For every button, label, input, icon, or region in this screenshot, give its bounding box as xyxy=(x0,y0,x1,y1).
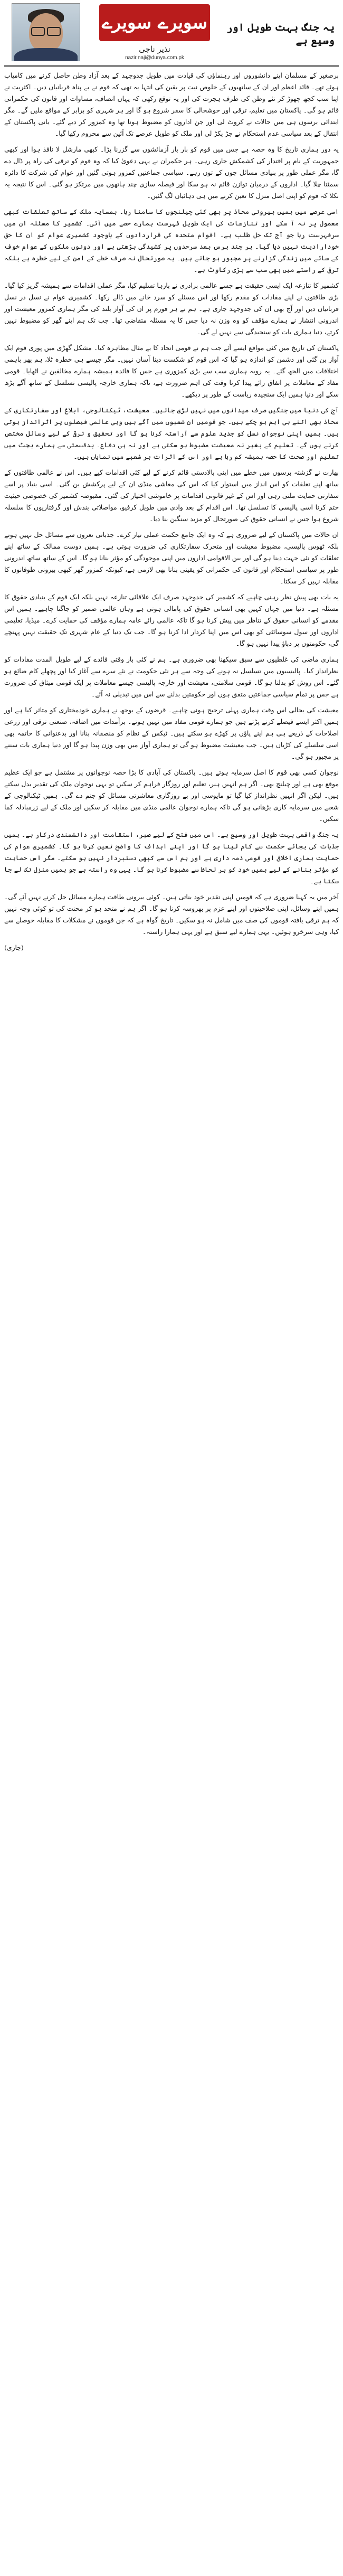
author-name: نذیر ناجی xyxy=(139,44,170,54)
paragraph: نوجوان کسی بھی قوم کا اصل سرمایہ ہوتے ہیں۔ پاکستان کی آبادی کا بڑا حصہ نوجوانوں پر مشتمل ہے جو ایک عظیم موقع بھی ہے اور چیلنج بھی۔ اگر ہم انہیں ہنر، تعلیم اور روزگار فراہم کر سکیں تو یہی نوجوان ملک کی تقدیر بدل سکتے ہیں۔ لیکن اگر انہیں نظرانداز کیا گیا تو مایوسی اور بے روزگاری معاشرتی مسائل کو جنم دے گی۔ ہمیں ٹیکنالوجی کے شعبے میں سرمایہ کاری بڑھانی ہو گی تاکہ ہمارے نوجوان عالمی منڈی میں مقابلہ کر سکیں اور ملک کے لیے زرمبادلہ کما سکیں۔ xyxy=(4,768,339,823)
column-title-logo xyxy=(99,4,210,41)
portrait-glasses-left xyxy=(31,27,45,36)
article-body xyxy=(4,70,339,954)
column-masthead xyxy=(4,0,339,63)
continued-marker: (جاری) xyxy=(4,943,24,951)
paragraph: یہ دور ہماری تاریخ کا وہ حصہ ہے جس میں قوم کو بار بار آزمائشوں سے گزرنا پڑا۔ کبھی مارشل لا نافذ ہوا اور کبھی جمہوریت کے نام پر اقتدار کی کشمکش جاری رہی۔ ہر حکمران نے یہی دعویٰ کیا کہ وہ قوم کو ترقی کی راہ پر ڈال دے گا، مگر عملی طور پر بنیادی مسائل جوں کے توں رہے۔ سیاسی جماعتیں کمزور ہوتی گئیں اور عوام کی شرکت کا دائرہ سمٹتا چلا گیا۔ اداروں کے درمیان توازن قائم نہ ہو سکا اور فیصلہ سازی چند ہاتھوں میں مرتکز ہو گئی۔ اس کا نتیجہ یہ نکلا کہ قوم کو اپنی اصل منزل کا تعین کرنے میں ہی دہائیاں لگ گئیں۔ xyxy=(4,145,339,200)
portrait-shirt xyxy=(14,48,78,61)
paragraph: کشمیر کا تنازعہ ایک ایسی حقیقت ہے جسے عالمی برادری نے بارہا تسلیم کیا، مگر عملی اقدامات سے ہمیشہ گریز کیا گیا۔ بڑی طاقتوں نے اپنے مفادات کو مقدم رکھا اور اس مسئلے کو سرد خانے میں ڈالے رکھا۔ کشمیری عوام نے نسل در نسل قربانیاں دیں اور آج بھی ان کی جدوجہد جاری ہے۔ ہم نے ہر فورم پر ان کی آواز بلند کی مگر ہماری کمزور معیشت اور اندرونی انتشار نے ہمارے مؤقف کو وہ وزن نہ دیا جس کا یہ مسئلہ متقاضی تھا۔ جب تک ہم اپنے گھر کو مضبوط نہیں کرتے، دنیا ہماری بات کو سنجیدگی سے نہیں لے گی۔ xyxy=(4,281,339,336)
portrait-glasses-right xyxy=(47,27,61,36)
column-headline: یہ جنگ بہت طویل اور وسیع ہے xyxy=(226,22,335,46)
paragraph: یہ جنگ واقعی بہت طویل اور وسیع ہے۔ اس میں فتح کے لیے صبر، استقامت اور دانشمندی درکار ہے۔ ہمیں جذبات کی بجائے حکمت سے کام لینا ہو گا اور اپنے اہداف کا واضح تعین کرنا ہو گا۔ کشمیری عوام کی حمایت ہماری اخلاقی اور قومی ذمہ داری ہے اور ہم اس سے کبھی دستبردار نہیں ہو سکتے۔ مگر اس حمایت کو مؤثر بنانے کے لیے ہمیں خود کو ہر لحاظ سے مضبوط کرنا ہو گا۔ یہی وہ راستہ ہے جو ہمیں منزل تک لے جا سکتا ہے۔ xyxy=(4,831,339,885)
author-email[interactable]: nazir.naji@dunya.com.pk xyxy=(125,55,184,61)
paragraph: آج کی دنیا میں جنگیں صرف میدانوں میں نہیں لڑی جاتیں۔ معیشت، ٹیکنالوجی، ابلاغ اور سفارتکاری کے محاذ بھی اتنے ہی اہم ہو چکے ہیں۔ جو قومیں ان شعبوں میں آگے ہیں وہی عالمی فیصلوں پر اثرانداز ہوتی ہیں۔ ہمیں اپنی نوجوان نسل کو جدید علوم سے آراستہ کرنا ہو گا اور تحقیق و ترقی کے لیے وسائل مختص کرنے ہوں گے۔ تعلیم کے بغیر نہ معیشت مضبوط ہو سکتی ہے اور نہ ہی دفاع۔ بدقسمتی سے ہمارے بجٹ میں تعلیم اور صحت کا حصہ ہمیشہ کم رہا ہے اور اس کے اثرات ہر شعبے میں نمایاں ہیں۔ xyxy=(4,406,339,460)
paragraph: اسی عرصے میں ہمیں بیرونی محاذ پر بھی کئی چیلنجوں کا سامنا رہا۔ ہمسایہ ملک کے ساتھ تعلقات کبھی معمول پر نہ آ سکے اور تنازعات کی ایک طویل فہرست ہمارے حصے میں آئی۔ کشمیر کا مسئلہ ان میں سرفہرست رہا جو آج تک حل طلب ہے۔ اقوام متحدہ کی قراردادوں کے باوجود کشمیری عوام کو ان کا حق خودارادیت نہیں دیا گیا۔ ہر چند برس بعد سرحدوں پر کشیدگی بڑھتی ہے اور دونوں ملکوں کے عوام خوف کے سائے میں زندگی گزارنے پر مجبور ہو جاتے ہیں۔ یہ صورتحال نہ صرف خطے کے امن کے لیے خطرہ ہے بلکہ ترقی کے راستے میں بھی سب سے بڑی رکاوٹ ہے۔ xyxy=(4,207,339,273)
paragraph: ان حالات میں پاکستان کے لیے ضروری ہے کہ وہ ایک جامع حکمت عملی تیار کرے۔ جذباتی نعروں سے مسائل حل نہیں ہوتے بلکہ ٹھوس پالیسی، مضبوط معیشت اور متحرک سفارتکاری کی ضرورت ہوتی ہے۔ ہمیں دوست ممالک کے ساتھ اپنے تعلقات کو نئی جہت دینا ہو گی اور بین الاقوامی اداروں میں اپنی موجودگی کو مؤثر بنانا ہو گا۔ اس کے ساتھ ساتھ اندرونی طور پر سیاسی استحکام اور قانون کی حکمرانی کو یقینی بنانا بھی لازمی ہے، کیونکہ کمزور گھر کبھی بیرونی طوفانوں کا مقابلہ نہیں کر سکتا۔ xyxy=(4,531,339,585)
paragraph: پاکستان کی تاریخ میں کئی مواقع ایسے آئے جب ہم نے قومی اتحاد کا بے مثال مظاہرہ کیا۔ مشکل گھڑی میں پوری قوم ایک آواز بن گئی اور دشمن کو اندازہ ہو گیا کہ اس قوم کو شکست دینا آسان نہیں۔ مگر جیسے ہی خطرہ ٹلا، ہم پھر باہمی اختلافات میں الجھ گئے۔ یہ رویہ ہماری سب سے بڑی کمزوری ہے جس کا فائدہ ہمیشہ ہمارے مخالفین نے اٹھایا۔ قومی مفاد کے معاملات پر اتفاق رائے پیدا کرنا وقت کی اہم ضرورت ہے، تاکہ ہماری خارجہ پالیسی تسلسل کے ساتھ آگے بڑھ سکے اور دنیا ہمیں ایک سنجیدہ ریاست کے طور پر دیکھے۔ xyxy=(4,344,339,398)
paragraph: آخر میں یہ کہنا ضروری ہے کہ قومیں اپنی تقدیر خود بناتی ہیں۔ کوئی بیرونی طاقت ہمارے مسائل حل کرنے نہیں آئے گی۔ ہمیں اپنے وسائل، اپنی صلاحیتوں اور اپنے عزم پر بھروسہ کرنا ہو گا۔ اگر ہم نے متحد ہو کر محنت کی تو کوئی وجہ نہیں کہ ہم ترقی یافتہ قوموں کی صف میں شامل نہ ہو سکیں۔ تاریخ گواہ ہے کہ جن قوموں نے مشکلات کا مقابلہ حوصلے سے کیا، وہی سرخرو ہوئیں۔ یہی ہمارے لیے سبق ہے اور یہی ہمارا راستہ۔ xyxy=(4,893,339,936)
author-photo xyxy=(12,3,80,61)
paragraph: بھارت نے گزشتہ برسوں میں خطے میں اپنی بالادستی قائم کرنے کے لیے کئی اقدامات کیے ہیں۔ اس نے عالمی طاقتوں کے ساتھ اپنے تعلقات کو اس انداز میں استوار کیا کہ اس کی معاشی منڈی ان کے لیے پرکشش بن گئی۔ اسی بنیاد پر اسے سفارتی حمایت ملتی رہی اور اس کے غیر قانونی اقدامات پر خاموشی اختیار کی گئی۔ مقبوضہ کشمیر کی خصوصی حیثیت ختم کرنا اسی پالیسی کا تسلسل تھا۔ اس اقدام کے بعد وادی میں طویل کرفیو، مواصلاتی بندش اور گرفتاریوں کا سلسلہ شروع ہوا جس نے انسانی حقوق کی صورتحال کو مزید سنگین بنا دیا۔ xyxy=(4,468,339,523)
paragraph: برصغیر کے مسلمان اپنے دانشوروں اور رہنماؤں کی قیادت میں طویل جدوجہد کے بعد آزاد وطن حاصل کرنے میں کامیاب ہوئے تھے۔ قائد اعظم اور ان کے ساتھیوں کے خلوص نیت پر یقین کی انتہا یہ تھی کہ قوم نے بے پناہ قربانیاں دیں۔ اکثریت نے اپنا سب کچھ چھوڑ کر نئے وطن کی طرف ہجرت کی اور یہ توقع رکھی کہ یہاں انصاف، مساوات اور قانون کی حکمرانی قائم ہو گی۔ پاکستان میں تعلیم، ترقی اور خوشحالی کا سفر شروع ہو گا اور ہر شہری کو برابر کے مواقع ملیں گے۔ مگر ابتدائی برسوں ہی میں حالات نے کروٹ لی اور جن اداروں کو مضبوط ہونا تھا وہ کمزور کر دیے گئے۔ بانی پاکستان کے انتقال کے بعد سیاسی عدم استحکام نے جڑ پکڑ لی اور ملک کو طویل عرصے تک آئین سے محروم رکھا گیا۔ xyxy=(4,71,339,137)
paragraph: معیشت کی بحالی اس وقت ہماری پہلی ترجیح ہونی چاہیے۔ قرضوں کے بوجھ نے ہماری خودمختاری کو متاثر کیا ہے اور ہمیں اکثر ایسے فیصلے کرنے پڑتے ہیں جو ہمارے قومی مفاد میں نہیں ہوتے۔ برآمدات میں اضافہ، صنعتی ترقی اور زرعی اصلاحات کے ذریعے ہی ہم اپنے پاؤں پر کھڑے ہو سکتے ہیں۔ ٹیکس کے نظام کو منصفانہ بنانا اور بدعنوانی کا خاتمہ بھی اسی سلسلے کی کڑیاں ہیں۔ جب معیشت مضبوط ہو گی تو ہماری آواز میں بھی وزن پیدا ہو گا اور دنیا ہماری بات سننے پر مجبور ہو گی۔ xyxy=(4,706,339,760)
paragraph: یہ بات بھی پیش نظر رہنی چاہیے کہ کشمیر کی جدوجہد صرف ایک علاقائی تنازعہ نہیں بلکہ ایک قوم کے بنیادی حقوق کا مسئلہ ہے۔ دنیا میں جہاں کہیں بھی انسانی حقوق کی پامالی ہوتی ہے وہاں عالمی ضمیر کو جاگنا چاہیے۔ ہمیں اس مقدمے کو انسانی حقوق کے تناظر میں پیش کرنا ہو گا تاکہ عالمی رائے عامہ ہمارے مؤقف کی حمایت کرے۔ میڈیا، تعلیمی اداروں اور سول سوسائٹی کو بھی اس میں اپنا کردار ادا کرنا ہو گا۔ جب تک دنیا کے عام شہری تک حقیقت نہیں پہنچے گی، حکومتوں پر دباؤ پیدا نہیں ہو گا۔ xyxy=(4,593,339,647)
header-divider xyxy=(4,65,339,67)
paragraph: ہماری ماضی کی غلطیوں سے سبق سیکھنا بھی ضروری ہے۔ ہم نے کئی بار وقتی فائدے کے لیے طویل المدت مفادات کو نظرانداز کیا۔ پالیسیوں میں تسلسل نہ ہونے کی وجہ سے ہر نئی حکومت نے نئے سرے سے آغاز کیا اور پچھلے کام ضائع ہو گئے۔ اس روش کو بدلنا ہو گا۔ قومی سلامتی، معیشت اور خارجہ پالیسی جیسے معاملات پر ایک قومی میثاق کی ضرورت ہے جس پر تمام سیاسی جماعتیں متفق ہوں اور حکومتیں بدلنے سے اس میں تبدیلی نہ آئے۔ xyxy=(4,655,339,698)
column-title-text: سویرے سویرے xyxy=(101,12,208,33)
